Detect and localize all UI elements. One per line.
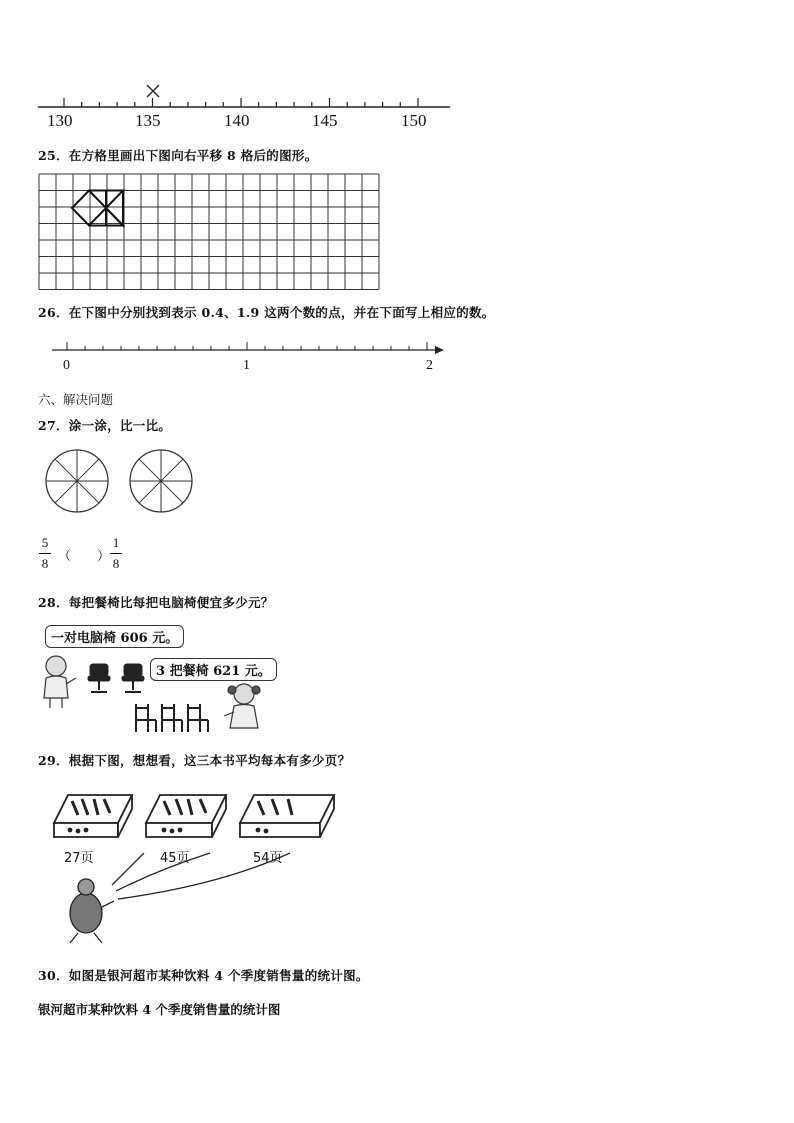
question-30: 30．如图是银河超市某种饮料 4 个季度销售量的统计图。 (38, 968, 369, 983)
book-icon (54, 795, 132, 837)
fraction-left-numerator: 5 (41, 535, 49, 550)
chairs-illustration (38, 648, 278, 736)
tick-label-150: 150 (401, 111, 427, 130)
fraction-right-denominator: 8 (112, 556, 120, 571)
question-28: 28．每把餐椅比每把电脑椅便宜多少元？ (38, 595, 274, 610)
fraction-left-denominator: 8 (41, 556, 49, 571)
dining-chair-icon (188, 704, 208, 732)
fraction-left (39, 535, 51, 572)
book-icon (146, 795, 226, 837)
section-title: 六、解决问题 (38, 392, 114, 407)
fraction-right (110, 535, 122, 572)
question-27: 27．涂一涂，比一比。 (38, 418, 172, 433)
speech-bubble-dining-chair: 3 把餐椅 621 元。 (150, 658, 277, 681)
top-number-line (36, 80, 456, 114)
book-pages-1: 27页 (64, 851, 94, 866)
cross-marker-icon (147, 85, 159, 97)
grid-canvas[interactable] (38, 173, 390, 291)
question-29: 29．根据下图，想想看，这三本书平均每本有多少页？ (38, 753, 351, 768)
number-line-26[interactable] (50, 340, 446, 360)
tick-label-145: 145 (312, 111, 338, 130)
nl26-label-0: 0 (63, 358, 70, 373)
cartoon-character-icon (70, 879, 114, 943)
comparison-blank[interactable]: （ ） (58, 549, 111, 564)
book-icon (240, 795, 334, 837)
arrow-right-icon (435, 346, 444, 354)
computer-chair-icon (122, 664, 144, 692)
nl26-label-1: 1 (243, 358, 250, 373)
diamond-shape (72, 191, 123, 226)
books-illustration (40, 785, 350, 950)
dining-chair-icon (162, 704, 182, 732)
tick-label-140: 140 (224, 111, 250, 130)
nl26-label-2: 2 (426, 358, 433, 373)
fraction-right-numerator: 1 (112, 535, 120, 550)
speech-bubble-computer-chair: 一对电脑椅 606 元。 (45, 625, 184, 648)
tick-label-130: 130 (47, 111, 73, 130)
dining-chair-icon (136, 704, 156, 732)
question-26: 26．在下图中分别找到表示 0.4、1.9 这两个数的点，并在下面写上相应的数。 (38, 305, 495, 320)
tick-label-135: 135 (135, 111, 161, 130)
computer-chair-icon (88, 664, 110, 692)
question-25: 25．在方格里画出下图向右平移 8 格后的图形。 (38, 148, 318, 163)
girl-icon (224, 684, 260, 728)
circle-left[interactable] (44, 448, 110, 514)
boy-icon (44, 656, 76, 708)
chart-caption: 银河超市某种饮料 4 个季度销售量的统计图 (38, 1002, 281, 1017)
book-pages-2: 45页 (160, 851, 190, 866)
book-pages-3: 54页 (253, 851, 283, 866)
circle-right[interactable] (128, 448, 194, 514)
